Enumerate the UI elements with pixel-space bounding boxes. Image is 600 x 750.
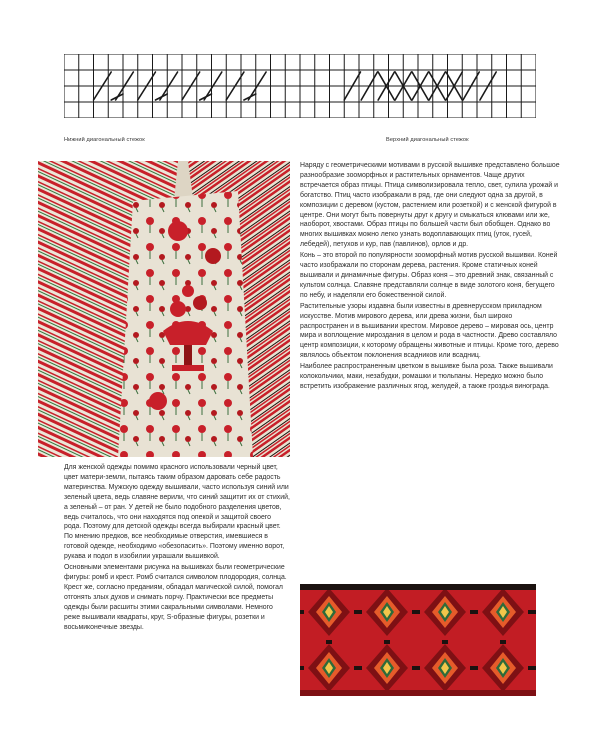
stitch-grid-svg <box>64 54 536 118</box>
paragraph-flowers: Наиболее распространенным цветком в вышивке была роза. Также вышивали колокольчики, маки, незабудки, ромашки и тюльпаны. Нередко можно было встретить изображение различных ягод, желудей, а также гроздья винограда. <box>300 363 553 390</box>
stitch-diagram <box>64 54 536 118</box>
paragraph-birds: Наряду с геометрическими мотивами в русской вышивке представлено большое разнообразие зооморфных и растительных орнаментов. Чаще других встречается образ птицы. Птица символизировала тепло, свет, сулила урожай и богатство. Птиц часто изображали в ряд, где они следуют одна за другой, в композиции с деревом (кустом, растением или розеткой) и с женской фигурой в центре. Они могут быть повернуты друг к другу и смыкаться клювами или же, наоборот, хвостами. Образ птицы по большей части был обобщен. Однако во многих вышивках можно легко узнать водоплавающих птиц (уток, гусей, лебедей), петухов и кур, пав (павлинов), орлов и др. <box>300 162 560 249</box>
caption-upper-stitch: Верхний диагональный стежок <box>386 137 469 143</box>
embroidered-towels-photo <box>38 161 290 457</box>
paragraph-plants: Растительные узоры издавна были известны в древнерусском прикладном искусстве. Мотив мирового дерева, или древа жизни, был широко распространен и в вышивании крестом. Мировое дерево – мировая ось, центр мира и воплощение мироздания в целом и рода в частности. Древо составляло центр композиции, к которому обращены животные и птицы. Кроме того, дерево являлось объектом поклонения всадников или всадниц. <box>300 302 559 360</box>
paragraph-symbols: Основными элементами рисунка на вышивках были геометрические фигуры: ромб и крест. Ромб считался символом плодородия, солнца. Крест же, согласно преданиям, обладал магической силой, помогал отгонять злых духов и снимать порчу. Практически все предметы одежды были расшиты этими сакральными символами. Немного реже вышивали квадраты, круг, S-образные фигуры, розетки и восьмиконечные звезды. <box>64 564 287 631</box>
caption-lower-stitch: Нижний диагональный стежок <box>64 137 145 143</box>
left-column-text <box>64 463 290 633</box>
paragraph-horse: Конь – это второй по популярности зооморфный мотив русской вышивки. Коней часто изображали по сторонам дерева, растения. Кроме статичных коней вышивали и динамичные фигуры. Образ коня – это древний знак, связанный с культом солнца. Славяне представляли солнце в виде золотого коня, бегущего по небу, и наделяли его божественной силой. <box>300 252 558 299</box>
paragraph-colors: Для женской одежды помимо красного использовали черный цвет, цвет матери-земли, пытаясь таким образом даровать себе радость материнства. Мужскую одежду вышивали, часто используя синий или зеленый цвета, ведь славяне верили, что синий защитит их от стихий, а зеленый – от ран. У детей не было подобного разделения цветов, ведь считалось, что они находятся под опекой и защитой своего рода. Поэтому для детской одежды всегда выбирали красный цвет. По мнению предков, все необходимые отверстия, имевшиеся в готовой одежде, необходимо «обезопасить». Поэтому именно ворот, рукава и подол в изобилии украшали вышивкой. <box>64 464 290 561</box>
red-ornament-embroidery-photo <box>300 584 536 696</box>
right-column-text <box>300 161 562 393</box>
